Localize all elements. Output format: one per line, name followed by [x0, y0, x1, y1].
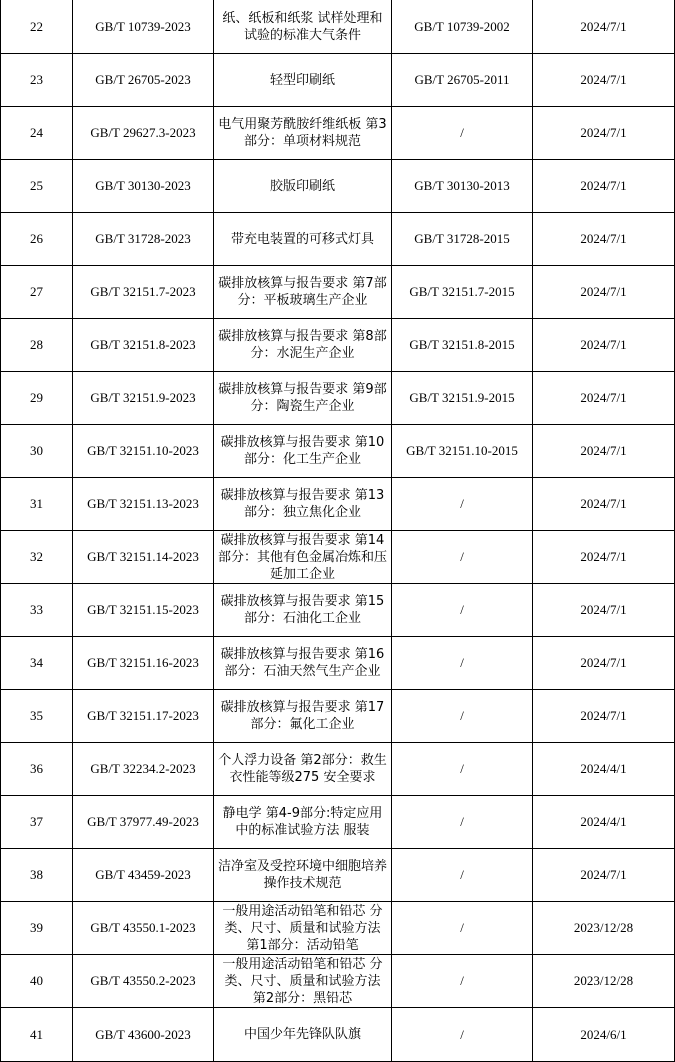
standard-code: GB/T 43550.1-2023 [73, 902, 214, 955]
standard-name-text: 碳排放核算与报告要求 第13部分：独立焦化企业 [220, 488, 385, 520]
table-row [1, 531, 675, 584]
row-number: 24 [1, 107, 73, 160]
standard-name [214, 796, 392, 849]
standard-name [214, 478, 392, 531]
standard-name [214, 690, 392, 743]
implementation-date: 2023/12/28 [533, 955, 675, 1008]
row-number: 33 [1, 584, 73, 637]
table-row [1, 107, 675, 160]
standard-name [214, 902, 392, 955]
table-row [1, 160, 675, 213]
row-number: 37 [1, 796, 73, 849]
standard-name-text: 一般用途活动铅笔和铅芯 分类、尺寸、质量和试验方法 第2部分：黑铅芯 [222, 956, 383, 1006]
replaced-standard: / [392, 849, 533, 902]
row-number: 23 [1, 54, 73, 107]
row-number: 39 [1, 902, 73, 955]
replaced-standard: GB/T 32151.9-2015 [392, 372, 533, 425]
standard-name-text: 碳排放核算与报告要求 第15部分：石油化工企业 [220, 594, 385, 626]
row-number: 40 [1, 955, 73, 1008]
standard-name-text: 轻型印刷纸 [269, 72, 335, 88]
standard-code: GB/T 32151.15-2023 [73, 584, 214, 637]
standard-name [214, 54, 392, 107]
standard-name-text: 碳排放核算与报告要求 第10部分：化工生产企业 [220, 435, 385, 467]
standard-code: GB/T 32151.9-2023 [73, 372, 214, 425]
standard-code: GB/T 31728-2023 [73, 213, 214, 266]
standard-name-text: 静电学 第4-9部分:特定应用中的标准试验方法 服装 [222, 806, 383, 838]
standard-name [214, 0, 392, 54]
implementation-date: 2024/7/1 [533, 690, 675, 743]
standard-code: GB/T 32151.14-2023 [73, 531, 214, 584]
standard-name [214, 849, 392, 902]
replaced-standard: / [392, 743, 533, 796]
standard-code: GB/T 10739-2023 [73, 0, 214, 54]
implementation-date: 2024/7/1 [533, 478, 675, 531]
implementation-date: 2024/7/1 [533, 160, 675, 213]
standard-name [214, 425, 392, 478]
standard-code: GB/T 32151.7-2023 [73, 266, 214, 319]
row-number: 26 [1, 213, 73, 266]
table-row [1, 955, 675, 1008]
replaced-standard: GB/T 26705-2011 [392, 54, 533, 107]
table-row [1, 637, 675, 690]
standard-name [214, 213, 392, 266]
standard-name [214, 107, 392, 160]
standard-name-text: 胶版印刷纸 [269, 178, 335, 194]
table-row [1, 425, 675, 478]
replaced-standard: GB/T 31728-2015 [392, 213, 533, 266]
standard-code: GB/T 43550.2-2023 [73, 955, 214, 1008]
standard-name [214, 1008, 392, 1062]
standard-code: GB/T 32151.13-2023 [73, 478, 214, 531]
table-row [1, 54, 675, 107]
replaced-standard: GB/T 32151.7-2015 [392, 266, 533, 319]
implementation-date: 2024/7/1 [533, 425, 675, 478]
standard-name [214, 955, 392, 1008]
table-row [1, 266, 675, 319]
standard-name [214, 531, 392, 584]
row-number: 28 [1, 319, 73, 372]
replaced-standard: / [392, 531, 533, 584]
implementation-date: 2024/4/1 [533, 743, 675, 796]
replaced-standard: / [392, 584, 533, 637]
implementation-date: 2024/7/1 [533, 637, 675, 690]
standard-name-text: 中国少年先锋队队旗 [243, 1027, 361, 1042]
table-row [1, 478, 675, 531]
replaced-standard: / [392, 955, 533, 1008]
table-row [1, 319, 675, 372]
standard-name-text: 电气用聚芳酰胺纤维纸板 第3部分：单项材料规范 [218, 117, 387, 149]
row-number: 31 [1, 478, 73, 531]
table-row [1, 584, 675, 637]
replaced-standard: / [392, 690, 533, 743]
table-row [1, 902, 675, 955]
implementation-date: 2024/7/1 [533, 372, 675, 425]
implementation-date: 2023/12/28 [533, 902, 675, 955]
row-number: 41 [1, 1008, 73, 1062]
standard-name-text: 碳排放核算与报告要求 第8部分：水泥生产企业 [218, 329, 387, 361]
standard-name-text: 纸、纸板和纸浆 试样处理和试验的标准大气条件 [222, 10, 383, 43]
standard-name-text: 碳排放核算与报告要求 第7部分：平板玻璃生产企业 [218, 276, 387, 308]
standard-code: GB/T 43600-2023 [73, 1008, 214, 1062]
row-number: 25 [1, 160, 73, 213]
row-number: 29 [1, 372, 73, 425]
standard-name [214, 372, 392, 425]
standard-name-text: 带充电装置的可移式灯具 [230, 231, 374, 247]
implementation-date: 2024/7/1 [533, 319, 675, 372]
replaced-standard: / [392, 1008, 533, 1062]
row-number: 22 [1, 0, 73, 54]
standard-name [214, 743, 392, 796]
replaced-standard: / [392, 478, 533, 531]
standard-name-text: 碳排放核算与报告要求 第14部分：其他有色金属冶炼和压延加工企业 [217, 532, 387, 582]
table-row [1, 213, 675, 266]
standard-name [214, 584, 392, 637]
implementation-date: 2024/7/1 [533, 849, 675, 902]
standards-table-body [1, 0, 675, 1062]
replaced-standard: GB/T 32151.8-2015 [392, 319, 533, 372]
standard-name [214, 160, 392, 213]
row-number: 38 [1, 849, 73, 902]
standard-code: GB/T 32151.8-2023 [73, 319, 214, 372]
implementation-date: 2024/7/1 [533, 531, 675, 584]
standard-code: GB/T 30130-2023 [73, 160, 214, 213]
standard-code: GB/T 43459-2023 [73, 849, 214, 902]
standard-code: GB/T 32151.16-2023 [73, 637, 214, 690]
implementation-date: 2024/4/1 [533, 796, 675, 849]
implementation-date: 2024/7/1 [533, 213, 675, 266]
standard-code: GB/T 32234.2-2023 [73, 743, 214, 796]
table-row [1, 743, 675, 796]
replaced-standard: / [392, 796, 533, 849]
table-row [1, 0, 675, 54]
row-number: 34 [1, 637, 73, 690]
implementation-date: 2024/7/1 [533, 266, 675, 319]
standard-code: GB/T 26705-2023 [73, 54, 214, 107]
standard-name-text: 洁净室及受控环境中细胞培养操作技术规范 [217, 859, 387, 891]
standard-code: GB/T 37977.49-2023 [73, 796, 214, 849]
standard-name [214, 319, 392, 372]
standard-name-text: 个人浮力设备 第2部分：救生衣性能等级275 安全要求 [218, 753, 387, 785]
table-row [1, 372, 675, 425]
standard-name [214, 266, 392, 319]
standard-name-text: 碳排放核算与报告要求 第9部分：陶瓷生产企业 [218, 382, 387, 414]
replaced-standard: / [392, 637, 533, 690]
replaced-standard: GB/T 10739-2002 [392, 0, 533, 54]
replaced-standard: GB/T 30130-2013 [392, 160, 533, 213]
implementation-date: 2024/7/1 [533, 107, 675, 160]
standard-code: GB/T 29627.3-2023 [73, 107, 214, 160]
standard-name-text: 一般用途活动铅笔和铅芯 分类、尺寸、质量和试验方法 第1部分：活动铅笔 [222, 903, 383, 953]
row-number: 27 [1, 266, 73, 319]
row-number: 36 [1, 743, 73, 796]
implementation-date: 2024/7/1 [533, 584, 675, 637]
replaced-standard: / [392, 107, 533, 160]
table-row [1, 796, 675, 849]
standard-name-text: 碳排放核算与报告要求 第16部分：石油天然气生产企业 [220, 647, 385, 679]
row-number: 35 [1, 690, 73, 743]
row-number: 32 [1, 531, 73, 584]
standard-name-text: 碳排放核算与报告要求 第17部分：氟化工企业 [220, 700, 385, 732]
implementation-date: 2024/6/1 [533, 1008, 675, 1062]
implementation-date: 2024/7/1 [533, 54, 675, 107]
row-number: 30 [1, 425, 73, 478]
standard-code: GB/T 32151.17-2023 [73, 690, 214, 743]
table-row [1, 690, 675, 743]
implementation-date: 2024/7/1 [533, 0, 675, 54]
table-row [1, 1008, 675, 1062]
standard-code: GB/T 32151.10-2023 [73, 425, 214, 478]
table-row [1, 849, 675, 902]
standard-name [214, 637, 392, 690]
replaced-standard: GB/T 32151.10-2015 [392, 425, 533, 478]
replaced-standard: / [392, 902, 533, 955]
